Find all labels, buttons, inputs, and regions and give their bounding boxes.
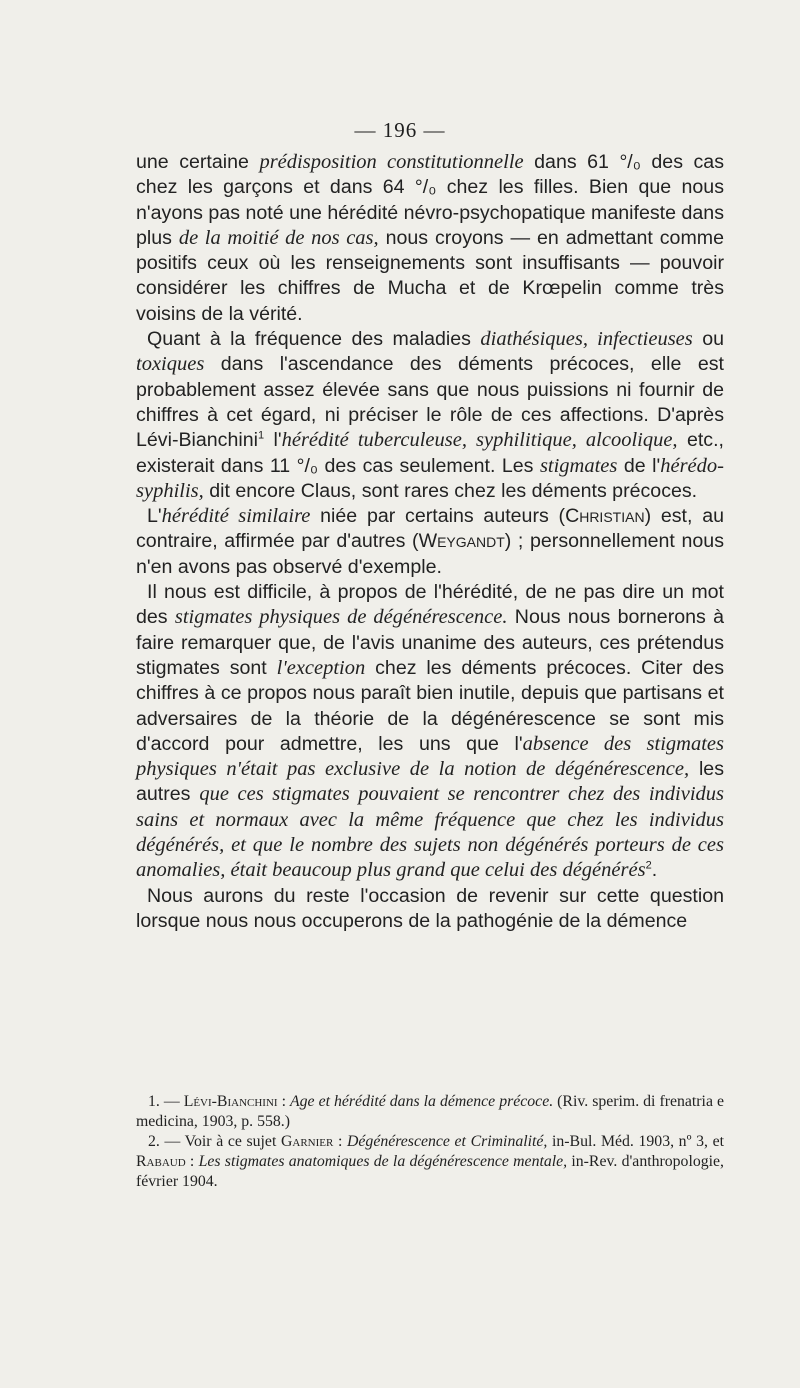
italic-run: stigmates [539,454,618,477]
footnotes [136,1092,724,1192]
text-run: niée par certains auteurs ( [310,505,566,528]
body-text [136,150,724,934]
text-run: Voir à ce sujet [184,1133,281,1150]
footnote-2 [136,1132,724,1192]
text-run: : [333,1133,347,1150]
text-run: (Riv. sperim. di frenatria e medicina, 1903, p. 558.) [136,1093,724,1130]
italic-run: hérédité similaire [161,505,311,528]
italic-run: stigmates physiques de dégénérescence. [174,606,508,629]
footnote-number: 2. — [148,1133,185,1150]
text-run: Nous aurons du reste l'occasion de revenir sur cette question lorsque nous nous occuperons de la pathogénie de la démence [136,884,724,932]
text-run: : [277,1093,290,1110]
author-name: Weygandt [418,530,505,553]
italic-run: de la moitié de nos cas, [178,226,379,249]
text-run: : [185,1153,199,1170]
text-run: . [651,859,658,882]
italic-run: l'exception [276,656,366,679]
paragraph-4 [136,580,724,884]
author-name: Lévi-Bianchini [183,1093,278,1110]
text-run: etc., existerait dans 11 °/₀ des cas seulement. Les [136,429,724,477]
italic-run: que ces stigmates pouvaient se rencontrer chez des individus sains et normaux avec la même fréquence que chez les individus dégénérés, et que le nombre des sujets non dégénérés porteurs de ces anomalies, était beaucoup plus grand que celui des dégénérés [136,783,724,882]
paragraph-2 [136,327,724,504]
work-title: Age et hérédité dans la démence précoce. [290,1093,554,1110]
author-name: Rabaud [136,1153,186,1170]
text-run: Il nous est difficile, à propos de l'hérédité, de ne pas dire un mot des [136,581,724,629]
italic-run: toxiques [136,353,205,376]
text-run: ou [692,328,725,351]
italic-run: diathésiques, infectieuses [480,328,693,351]
paragraph-5 [136,884,724,935]
text-run: dit encore Claus, sont rares chez les déments précoces. [203,479,698,502]
text-run: l' [264,429,282,452]
text-run: dans l'ascendance des déments précoces, elle est probablement assez élevée sans que nous puissions ni fournir de chiffres à cet égard, ni préciser le rôle de ces affections. D'après Lévi-Bianchini [136,353,724,452]
text-run: dans 61 °/₀ des cas chez les garçons et dans 64 °/₀ chez les filles. Bien que nous n'ayons pas noté une hérédité névro-psychopatique manifeste dans plus [136,151,725,249]
text-run: chez les déments précoces. Citer des chiffres à ce propos nous paraît bien inutile, depuis que partisans et adversaires de la théorie de la dégénérescence se sont mis d'accord pour admettre, les uns que l' [136,656,724,755]
work-title: Dégénérescence et Criminalité, [347,1133,548,1150]
text-run: ) ; personnellement nous n'en avons pas observé d'exemple. [136,530,724,578]
paragraph-3 [136,504,724,580]
text-run: de l' [617,454,661,477]
footnote-ref-2[interactable]: 2 [645,859,652,872]
work-title: Les stigmates anatomiques de la dégénérescence mentale, [198,1153,568,1170]
text-run: Nous nous bornerons à faire remarquer que, de l'avis unanime des auteurs, ces prétendus stigmates sont [136,606,724,679]
text-run: les autres [136,758,724,806]
italic-run: absence des stigmates physiques n'était pas exclusive de la notion de dégénérescence, [136,732,724,781]
text-run: nous croyons — en admettant comme positifs ceux où les renseignements sont insuffisants — pouvoir considérer les chiffres de Mucha et de Krœpelin comme très voisins de la vérité. [136,226,724,325]
author-name: Garnier [280,1133,334,1150]
text-run: in-Rev. d'anthropologie, février 1904. [136,1153,724,1190]
text-run: ) est, au contraire, affirmée par d'autres ( [136,505,724,553]
text-run: une certaine [136,151,260,173]
italic-run: prédisposition constitutionnelle [259,151,524,173]
text-run: in-Bul. Méd. 1903, nº 3, et [547,1133,724,1150]
footnote-ref-1[interactable]: 1 [257,429,265,442]
italic-run: hérédité tuberculeuse, syphilitique, alcoolique, [281,429,678,452]
author-name: Christian [565,505,645,528]
paragraph-1 [136,150,724,327]
text-run: Quant à la fréquence des maladies [147,328,481,351]
footnote-number: 1. — [148,1093,184,1110]
text-run: L' [147,505,162,528]
footnote-1 [136,1092,724,1132]
italic-run: hérédo-syphilis, [136,454,724,502]
page-number: — 196 — [354,118,446,142]
